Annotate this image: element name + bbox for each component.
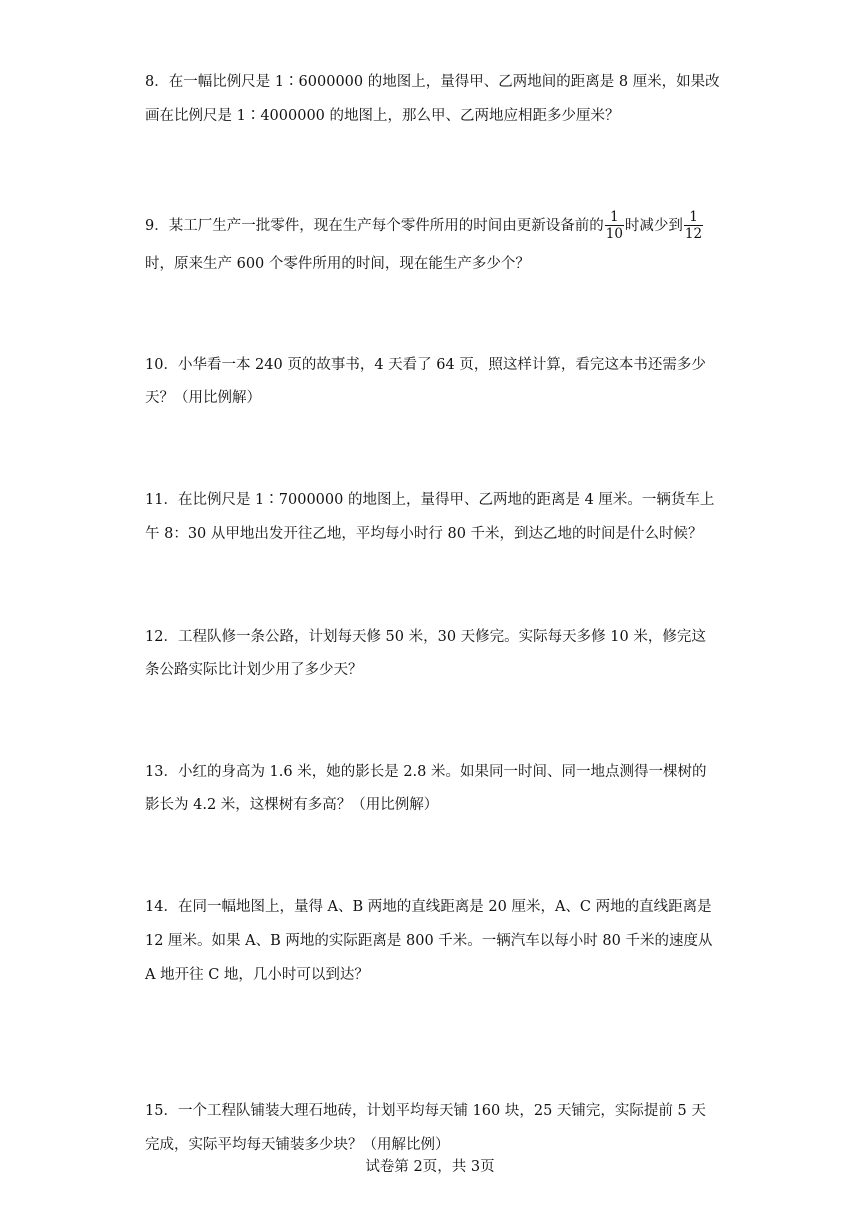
question-8-line-2: 画在比例尺是 1∶4000000 的地图上，那么甲、乙两地应相距多少厘米？	[145, 108, 620, 124]
question-9-text-b: 时减少到	[624, 218, 683, 234]
fraction-denominator: 12	[684, 226, 703, 242]
question-14-line-2: 12 厘米。如果 A、B 两地的实际距离是 800 千米。一辆汽车以每小时 80 千米的速度从	[145, 933, 713, 949]
fraction-one-tenth	[605, 209, 624, 243]
question-13-line-2: 影长为 4.2 米，这棵树有多高？（用比例解）	[145, 797, 439, 813]
question-10-line-2: 天？（用比例解）	[145, 390, 261, 406]
question-12-line-1: 12．工程队修一条公路，计划每天修 50 米，30 天修完。实际每天多修 10 米，修完这	[145, 629, 706, 645]
question-12-line-2: 条公路实际比计划少用了多少天？	[145, 662, 363, 678]
question-10-line-1: 10．小华看一本 240 页的故事书，4 天看了 64 页，照这样计算，看完这本书还需多少	[145, 357, 706, 373]
question-14-line-3: A 地开往 C 地，几小时可以到达？	[145, 967, 369, 983]
question-9-text-a: 9．某工厂生产一批零件，现在生产每个零件所用的时间由更新设备前的	[145, 218, 604, 234]
question-14-line-1: 14．在同一幅地图上，量得 A、B 两地的直线距离是 20 厘米，A、C 两地的直线距离是	[145, 899, 712, 915]
fraction-one-twelfth	[684, 209, 703, 243]
question-8-line-1: 8．在一幅比例尺是 1∶6000000 的地图上，量得甲、乙两地间的距离是 8 厘米，如果改	[145, 74, 720, 90]
question-9-line-2: 时，原来生产 600 个零件所用的时间，现在能生产多少个？	[145, 256, 530, 272]
question-9-line-1	[145, 209, 704, 243]
fraction-numerator: 1	[684, 209, 703, 226]
fraction-numerator: 1	[605, 209, 624, 226]
question-11-line-2: 午 8：30 从甲地出发开往乙地，平均每小时行 80 千米，到达乙地的时间是什么时候？	[145, 526, 703, 542]
fraction-denominator: 10	[605, 226, 623, 242]
question-15-line-2: 完成，实际平均每天铺装多少块？（用解比例）	[145, 1137, 450, 1153]
question-13-line-1: 13．小红的身高为 1.6 米，她的影长是 2.8 米。如果同一时间、同一地点测得一棵树的	[145, 764, 707, 780]
page-footer: 试卷第 2页，共 3页	[365, 1159, 495, 1175]
question-15-line-1: 15．一个工程队铺装大理石地砖，计划平均每天铺 160 块，25 天铺完，实际提前 5 天	[145, 1103, 706, 1119]
question-11-line-1: 11．在比例尺是 1∶7000000 的地图上，量得甲、乙两地的距离是 4 厘米。一辆货车上	[145, 492, 715, 508]
